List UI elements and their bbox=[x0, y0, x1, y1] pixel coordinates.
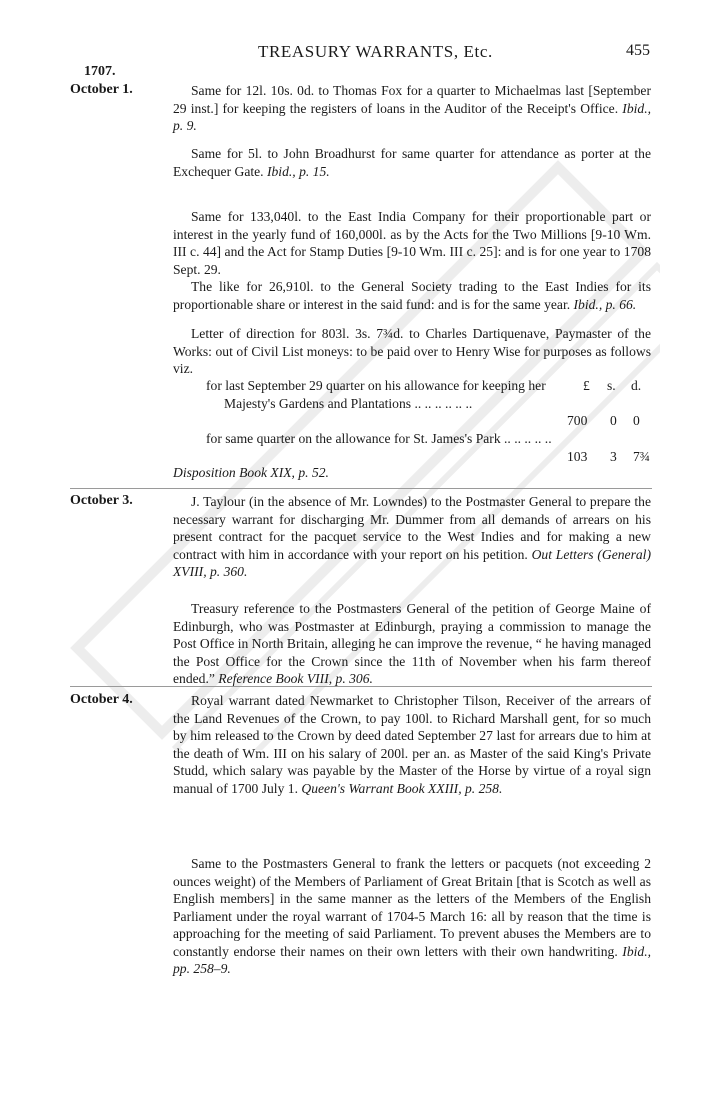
allocation-item: for same quarter on the allowance for St. James's Park .. .. .. .. .. bbox=[206, 431, 552, 446]
date-october-4: October 4. bbox=[70, 692, 133, 707]
entry-text: J. Taylour (in the absence of Mr. Lowndes) to the Postmaster General to prepare the necessary warrant for discharging Mr. Dummer from all demands of arrears on his present contract for the pacquet service to the West Indies and for making a new contract with him in accordance with your report on his petition. bbox=[173, 494, 651, 562]
allocation-row bbox=[173, 430, 651, 465]
entry-disposition-reference bbox=[173, 464, 651, 482]
date-october-3: October 3. bbox=[70, 493, 133, 508]
col-pounds: £ bbox=[583, 378, 590, 393]
entry-reference: Ibid., p. 9. bbox=[173, 100, 651, 133]
allocation-row bbox=[173, 377, 651, 430]
entry-reference: Out Letters (General) XVIII, p. 360. bbox=[173, 546, 651, 579]
page-number: 455 bbox=[626, 42, 650, 59]
col-shillings: s. bbox=[607, 378, 616, 393]
entry-reference: Queen's Warrant Book XXIII, p. 258. bbox=[301, 780, 503, 796]
entry-reference: Ibid., pp. 258–9. bbox=[173, 943, 651, 976]
amount-pounds: 103 bbox=[567, 448, 588, 464]
entry-text: Same to the Postmasters General to frank the letters or pacquets (not exceeding 2 ounces weight) of the Members of Parliament of Great Britain [that is Scotch as well as English members] in the same manner as the letters of the Members of the English Parliament under the royal warrant of 1704-5 March 16: all by reason that the time is approaching for the meeting of said Parliament. To prevent abuses the Members are to constantly endorse their names on their own letters with their own handwriting. bbox=[173, 856, 651, 959]
allocation-item: for last September 29 quarter on his allowance for keeping her Majesty's Gardens and Plantations .. .. .. .. .. .. bbox=[206, 378, 546, 411]
entry-east-india-company bbox=[173, 208, 651, 313]
entry-text: Same for 12l. 10s. 0d. to Thomas Fox for a quarter to Michaelmas last [September 29 inst.] for keeping the registers of loans in the Auditor of the Receipt's Office. bbox=[173, 83, 651, 116]
entry-text: Letter of direction for 803l. 3s. 7¾d. to Charles Dartiquenave, Paymaster of the Works: out of Civil List moneys: to be paid over to Henry Wise for purposes as follows viz. bbox=[173, 326, 651, 376]
entry-taylour-postmaster bbox=[173, 493, 651, 581]
year-label: 1707. bbox=[84, 64, 116, 79]
date-october-1: October 1. bbox=[70, 82, 133, 97]
page-header bbox=[0, 42, 722, 64]
entry-text: Same for 133,040l. to the East India Company for their proportionable part or interest in the yearly fund of 160,000l. as by the Acts for the Two Millions [9-10 Wm. III c. 44] and the Act for Stamp Duties [9-10 Wm. III c. 25]: and is for one year to 1708 Sept. 29. bbox=[173, 209, 651, 277]
entry-reference: Ibid., p. 15. bbox=[266, 163, 330, 179]
amount-pounds: 700 bbox=[567, 413, 588, 428]
entry-thomas-fox bbox=[173, 82, 651, 135]
amount-pence: 0 bbox=[633, 413, 640, 428]
entry-text: Same for 5l. to John Broadhurst for same quarter for attendance as porter at the Exchequer Gate. bbox=[173, 146, 651, 179]
entry-letter-of-direction bbox=[173, 325, 651, 378]
entry-text: Royal warrant dated Newmarket to Christopher Tilson, Receiver of the arrears of the Land Revenues of the Crown, to pay 100l. to Richard Marshall gent, for so much by him released to the Crown by deed dated September 27 last for arrears due to him at the death of Wm. III on his salary of 200l. per an. as Master of the said King's Private Studd, which salary was payable by the Master of the Horse by virtue of a royal sign manual of 1700 July 1. bbox=[173, 693, 651, 796]
amount-pence: 7¾ bbox=[633, 448, 650, 464]
entry-reference: Reference Book VIII, p. 306. bbox=[218, 671, 373, 686]
column-headers bbox=[173, 377, 651, 395]
entry-reference: Disposition Book XIX, p. 52. bbox=[173, 465, 329, 480]
entry-royal-warrant-tilson bbox=[173, 692, 651, 797]
allocation-table bbox=[173, 377, 651, 465]
entry-george-maine bbox=[173, 600, 651, 688]
entry-reference: Ibid., p. 66. bbox=[573, 296, 637, 312]
entry-frank-letters bbox=[173, 855, 651, 978]
section-divider bbox=[70, 488, 652, 489]
running-title: TREASURY WARRANTS, Etc. bbox=[258, 42, 493, 61]
entry-text: Treasury reference to the Postmasters General of the petition of George Maine of Edinburgh, who was Postmaster at Edinburgh, praying a commission to manage the Post Office in North Britain, alleging he can improve the revenue, “ he having managed the Post Office for the Crown since the 11th of November when his farm thereof ended.” bbox=[173, 601, 651, 686]
entry-text: The like for 26,910l. to the General Society trading to the East Indies for its proportionable share or interest in the said fund: and is for the same year. bbox=[173, 279, 651, 312]
entry-john-broadhurst bbox=[173, 145, 651, 180]
section-divider bbox=[70, 686, 652, 687]
col-pence: d. bbox=[631, 378, 642, 393]
amount-shillings: 0 bbox=[610, 413, 617, 428]
amount-shillings: 3 bbox=[610, 448, 617, 464]
